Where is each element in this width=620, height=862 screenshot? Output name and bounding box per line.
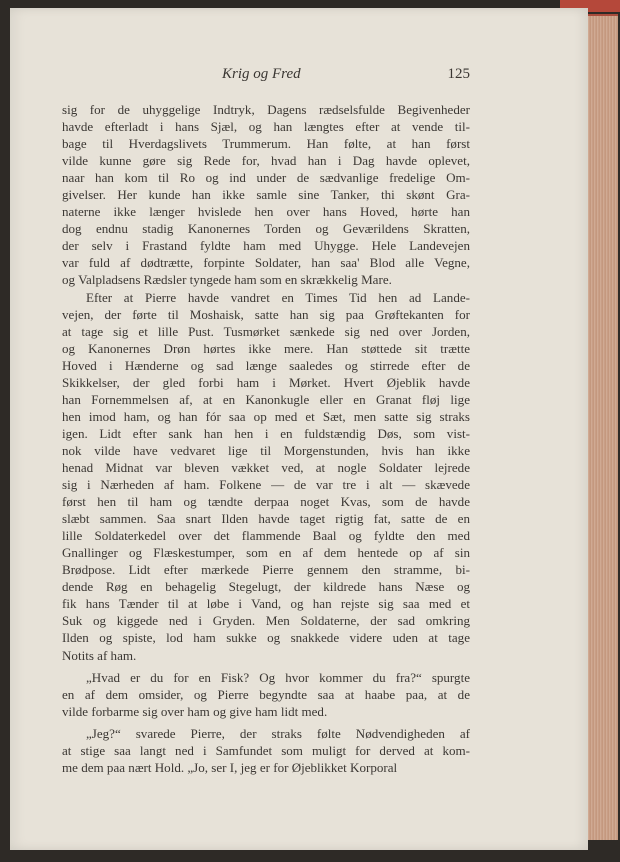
text-line: Suk og kiggede ned i Gryden. Men Soldaterne, der sad omkring [62, 613, 470, 629]
text-line: naar han kom til Ro og ind under de sædvanlige fredelige Om- [62, 170, 470, 186]
text-line: „Hvad er du for en Fisk? Og hvor kommer du fra?“ spurgte [86, 669, 470, 685]
page-number: 125 [447, 66, 470, 82]
text-line: sig i Nærheden af ham. Folkene — de var tre i alt — skævede [62, 477, 470, 493]
text-line: vejen, der førte til Moshaisk, satte han sig paa Grøftekanten for [62, 306, 470, 322]
paragraph [62, 289, 470, 664]
text-line: henad Midnat var bleven vækket ved, at nogle Soldater lejrede [62, 459, 470, 475]
text-line: at tage sig et lille Pust. Tusmørket sænkede sig ned over Jorden, [62, 323, 470, 339]
text-line: Gnallinger og Flæskestumper, som en af dem hentede op af sin [62, 545, 470, 561]
text-line: Efter at Pierre havde vandret en Times Tid hen ad Lande- [86, 289, 470, 305]
text-line: og Kanonernes Drøn hørtes ikke mere. Han støttede sit trætte [62, 340, 470, 356]
text-line: givelser. Her kunde han ikke samle sine Tanker, thi skønt Gra- [62, 187, 470, 203]
text-line: først hen til ham og tændte derpaa noget Kvas, som de havde [62, 494, 470, 510]
text-line: at stige saa langt ned i Samfundet som muligt for derved at kom- [62, 742, 470, 758]
text-line: dende Røg en behagelig Stegelugt, der kildrede hans Næse og [62, 579, 470, 595]
text-line: dog endnu stadig Kanonernes Torden og Geværildens Skratten, [62, 221, 470, 237]
text-line: fik hans Tænder til at løbe i Vand, og han rejste sig saa med et [62, 596, 470, 612]
text-line: „Jeg?“ svarede Pierre, der straks følte Nødvendigheden af [86, 725, 470, 741]
text-line: Notits af ham. [62, 647, 137, 663]
text-line: Ilden og spiste, lod ham sukke og snakkede videre uden at tage [62, 630, 470, 646]
text-line: vilde kunne gøre sig Rede for, hvad han i Dag havde oplevet, [62, 153, 470, 169]
text-line: han Fornemmelsen af, at en Kanonkugle eller en Granat fløj lige [62, 391, 470, 407]
text-line: vilde forbarme sig over ham og give ham lidt med. [62, 703, 328, 719]
text-line: me dem paa nært Hold. „Jo, ser I, jeg er for Øjeblikket Korporal [62, 759, 398, 775]
body-text [62, 101, 470, 776]
paragraph [62, 669, 470, 720]
text-line: og Valpladsens Rædsler tyngede ham som en skrækkelig Mare. [62, 272, 392, 288]
text-line: der selv i Frastand fyldte ham med Uhygge. Hele Landevejen [62, 238, 470, 254]
text-line: igen. Lidt efter sank han hen i en fuldstændig Døs, som vist- [62, 425, 470, 441]
text-line: slæbt sammen. Saa snart Ilden havde taget rigtig fat, satte de en [62, 511, 470, 527]
page-stack-edge [588, 14, 618, 840]
text-line: Hoved i Hænderne og sad længe saaledes og stirrede efter de [62, 357, 470, 373]
paragraph [62, 101, 470, 289]
text-line: var fuld af dødtrætte, forpinte Soldater, han saa' Blod alle Vegne, [62, 255, 470, 271]
text-line: en af dem omsider, og Pierre begyndte saa at haabe paa, at de [62, 686, 470, 702]
text-line: hen imod ham, og han fór saa op med et Sæt, men satte sig straks [62, 408, 470, 424]
paragraph [62, 725, 470, 776]
text-line: sig for de uhyggelige Indtryk, Dagens rædselsfulde Begivenheder [62, 102, 470, 117]
text-line: naterne ikke længer hvislede hen over hans Hoved, hørte han [62, 204, 470, 220]
text-line: nok vilde have vedvaret lige til Morgenstunden, hvis han ikke [62, 442, 470, 458]
text-line: Brødpose. Lidt efter mærkede Pierre gennem den stramme, bi- [62, 562, 470, 578]
text-line: Skikkelser, der gled forbi ham i Mørket. Hvert Øjeblik havde [62, 374, 470, 390]
text-line: havde efterladt i hans Sjæl, og han længtes efter at vende til- [62, 119, 470, 135]
running-title: Krig og Fred [222, 66, 301, 82]
text-line: lille Soldaterkedel over det flammende Baal og fyldte den med [62, 528, 470, 544]
text-line: bage til Hverdagslivets Trummerum. Han følte, at han først [62, 136, 470, 152]
